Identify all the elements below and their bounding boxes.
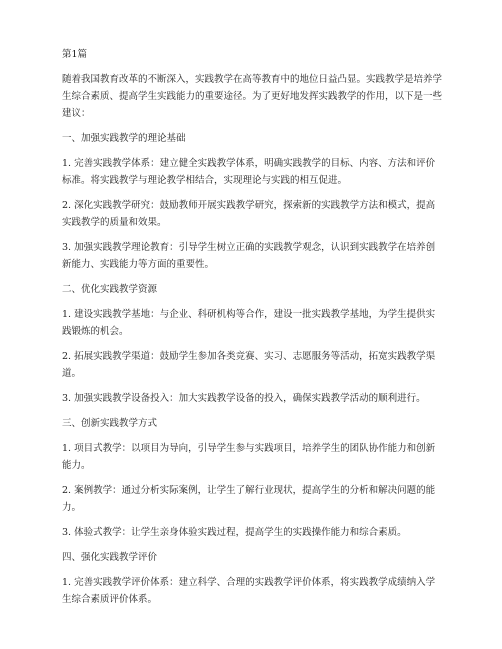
document-body: [62, 46, 442, 616]
section-heading-1: 一、加强实践教学的理论基础: [62, 133, 186, 144]
section-1-item-2: 2. 深化实践教学研究：鼓励教师开展实践教学研究，探索新的实践教学方法和模式，提高实践教学的质量和效果。: [62, 200, 436, 228]
section-3-item-1: 1. 项目式教学：以项目为导向，引导学生参与实践项目，培养学生的团队协作能力和创新能力。: [62, 443, 436, 471]
section-heading-4: 四、强化实践教学评价: [62, 552, 158, 563]
intro-paragraph: 随着我国教育改革的不断深入，实践教学在高等教育中的地位日益凸显。实践教学是培养学生综合素质、提高学生实践能力的重要途径。为了更好地发挥实践教学的作用，以下是一些建议：: [62, 74, 443, 119]
section-3-item-2: 2. 案例教学：通过分析实际案例，让学生了解行业现状，提高学生的分析和解决问题的能力。: [62, 485, 436, 513]
section-2-item-1: 1. 建设实践教学基地：与企业、科研机构等合作，建设一批实践教学基地，为学生提供实践锻炼的机会。: [62, 309, 436, 337]
section-2-item-3: 3. 加强实践教学设备投入：加大实践教学设备的投入，确保实践教学活动的顺利进行。: [62, 393, 426, 404]
page-heading: 第1篇: [62, 49, 88, 60]
section-3-item-3: 3. 体验式教学：让学生亲身体验实践过程，提高学生的实践操作能力和综合素质。: [62, 527, 407, 538]
section-1-item-1: 1. 完善实践教学体系：建立健全实践教学体系，明确实践教学的目标、内容、方法和评价标准。将实践教学与理论教学相结合，实现理论与实践的相互促进。: [62, 158, 436, 186]
section-heading-2: 二、优化实践教学资源: [62, 284, 158, 295]
section-4-item-1: 1. 完善实践教学评价体系：建立科学、合理的实践教学评价体系，将实践教学成绩纳入学生综合素质评价体系。: [62, 577, 436, 605]
section-2-item-2: 2. 拓展实践教学渠道：鼓励学生参加各类竞赛、实习、志愿服务等活动，拓宽实践教学渠道。: [62, 351, 436, 379]
section-heading-3: 三、创新实践教学方式: [62, 418, 158, 429]
section-1-item-3: 3. 加强实践教学理论教育：引导学生树立正确的实践教学观念，认识到实践教学在培养创新能力、实践能力等方面的重要性。: [62, 242, 436, 270]
